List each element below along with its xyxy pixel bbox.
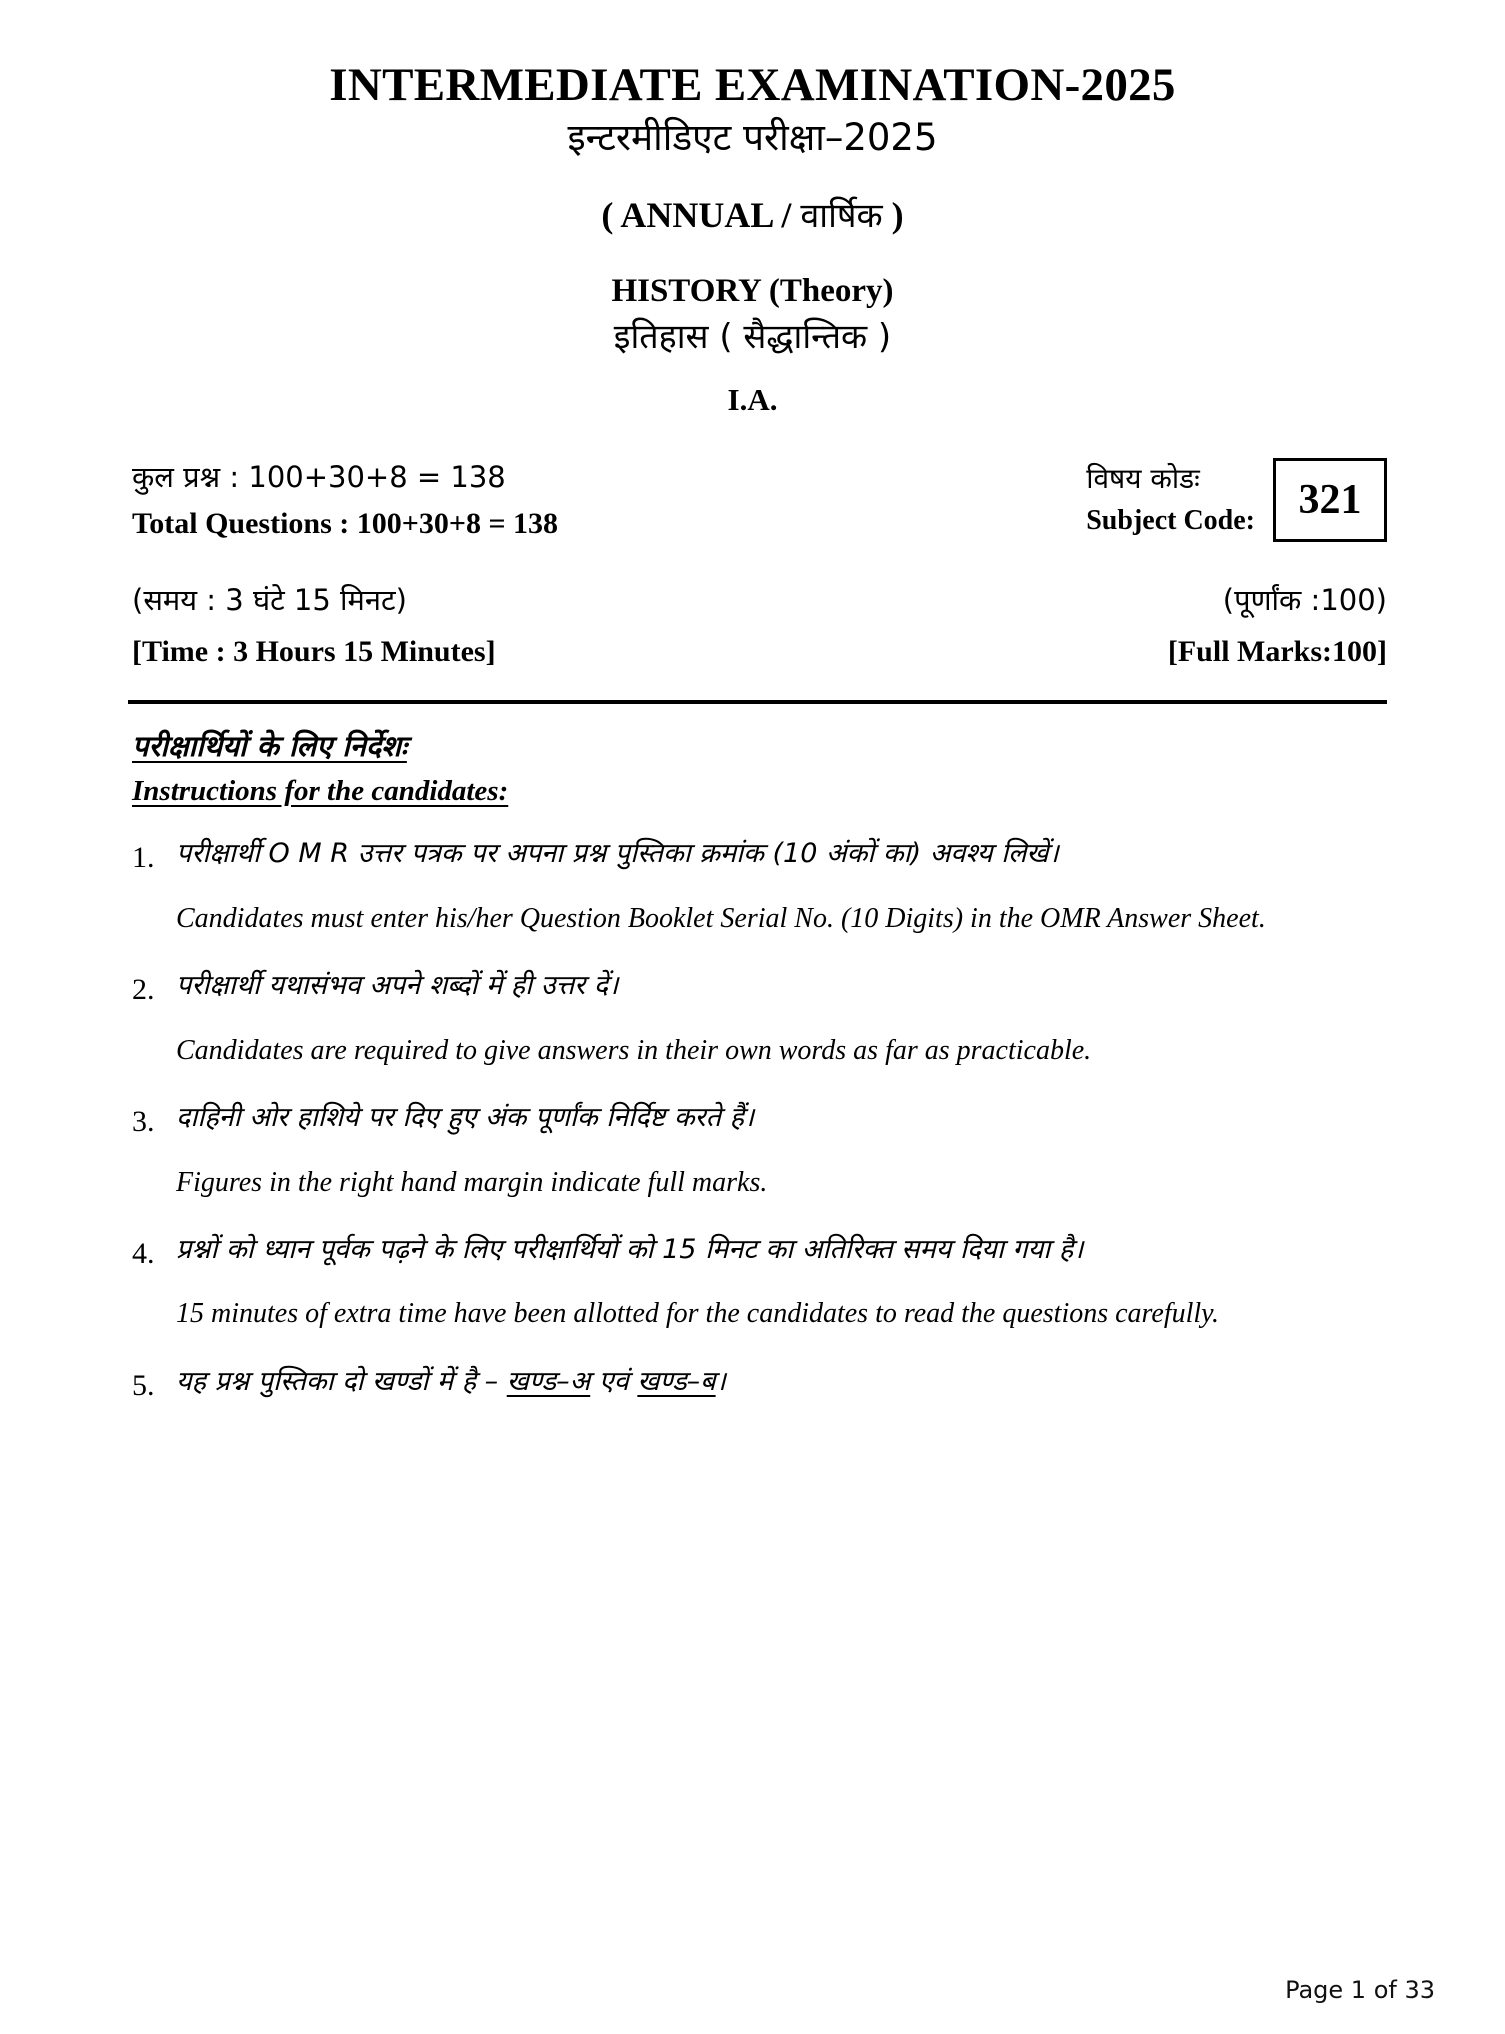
instruction-number: 1.	[132, 841, 155, 875]
exam-session-close-paren: )	[891, 195, 904, 235]
instruction-item	[132, 834, 1395, 940]
paper-meta	[0, 458, 1505, 672]
total-questions-english: Total Questions : 100+30+8 = 138	[132, 507, 559, 541]
full-marks-english: [Full Marks:100]	[1167, 634, 1387, 668]
instruction-5-suffix: ।	[715, 1365, 726, 1397]
instruction-text-hindi: परीक्षार्थी यथासंभव अपने शब्दों में ही उत्तर दें।	[176, 970, 619, 1002]
instruction-item	[132, 1362, 1395, 1408]
subject-name-hindi: इतिहास ( सैद्धान्तिक )	[613, 317, 892, 357]
instruction-number: 2.	[132, 973, 155, 1007]
instruction-text-hindi	[176, 1362, 1395, 1403]
section-b-label: खण्ड–ब	[637, 1365, 716, 1397]
exam-session-line	[0, 191, 1505, 237]
meta-row-questions-code	[132, 458, 1387, 545]
instruction-text-english: Candidates are required to give answers in their own words as far as practicable.	[176, 1034, 1092, 1066]
full-marks-hindi: (पूर्णांक :100)	[1222, 582, 1387, 617]
instructions-section	[0, 704, 1505, 1407]
instruction-text-english: 15 minutes of extra time have been allotted for the candidates to read the questions carefully.	[176, 1298, 1220, 1330]
subject-code-block	[1086, 458, 1387, 542]
stream-label: I.A.	[727, 382, 778, 417]
instruction-text-english: Candidates must enter his/her Question Booklet Serial No. (10 Digits) in the OMR Answer Sheet.	[176, 902, 1266, 934]
paper-header	[0, 0, 1505, 418]
subject-code-label-english: Subject Code:	[1086, 505, 1255, 536]
instruction-body	[176, 1098, 1395, 1204]
subject-code-value-box: 321	[1273, 458, 1387, 542]
instruction-item	[132, 1098, 1395, 1204]
exam-time-hindi: (समय : 3 घंटे 15 मिनट)	[132, 582, 407, 617]
instruction-text-hindi: परीक्षार्थी O M R उत्तर पत्रक पर अपना प्रश्न पुस्तिका क्रमांक (10 अंकों का) अवश्य लिखें।	[176, 838, 1059, 870]
total-questions-block	[132, 458, 558, 545]
instruction-number: 4.	[132, 1236, 155, 1270]
exam-title-hindi: इन्टरमीडिएट परीक्षा–2025	[567, 115, 938, 159]
exam-session-english: ( ANNUAL /	[601, 195, 792, 235]
instruction-body	[176, 966, 1395, 1072]
instruction-number: 3.	[132, 1105, 155, 1139]
instruction-text-hindi: प्रश्नों को ध्यान पूर्वक पढ़ने के लिए परीक्षार्थियों को 15 मिनट का अतिरिक्त समय दिया गया है।	[176, 1233, 1084, 1265]
instruction-body	[176, 834, 1395, 940]
instruction-text-hindi: दाहिनी ओर हाशिये पर दिए हुए अंक पूर्णांक निर्दिष्ट करते हैं।	[176, 1102, 755, 1134]
meta-row-time-marks	[132, 581, 1387, 673]
time-block	[132, 581, 496, 673]
subject-code-label-hindi: विषय कोडः	[1086, 461, 1200, 495]
instruction-text-english: Figures in the right hand margin indicate full marks.	[176, 1166, 768, 1198]
section-a-label: खण्ड–अ	[506, 1365, 591, 1397]
exam-session-hindi: वार्षिक	[800, 196, 883, 236]
instruction-body	[176, 1362, 1395, 1408]
subject-name-english: HISTORY (Theory)	[611, 273, 894, 309]
instruction-5-prefix: यह प्रश्न पुस्तिका दो खण्डों में है –	[176, 1365, 507, 1397]
instruction-item	[132, 1230, 1395, 1336]
instruction-number: 5.	[132, 1368, 155, 1402]
subject-code-labels	[1086, 461, 1255, 540]
instructions-heading-english: Instructions for the candidates:	[132, 775, 509, 808]
instruction-item	[132, 966, 1395, 1072]
subject-code-wrap	[1086, 458, 1387, 542]
full-marks-block	[1168, 581, 1387, 673]
total-questions-hindi: कुल प्रश्न : 100+30+8 = 138	[132, 460, 506, 494]
page-number-footer: Page 1 of 33	[1285, 1976, 1435, 2004]
instructions-heading-hindi: परीक्षार्थियों के लिए निर्देशः	[132, 729, 407, 764]
instruction-body	[176, 1230, 1395, 1336]
exam-title-english: INTERMEDIATE EXAMINATION-2025	[329, 59, 1176, 111]
exam-time-english: [Time : 3 Hours 15 Minutes]	[132, 634, 496, 668]
instruction-5-conjunction: एवं	[590, 1365, 638, 1397]
